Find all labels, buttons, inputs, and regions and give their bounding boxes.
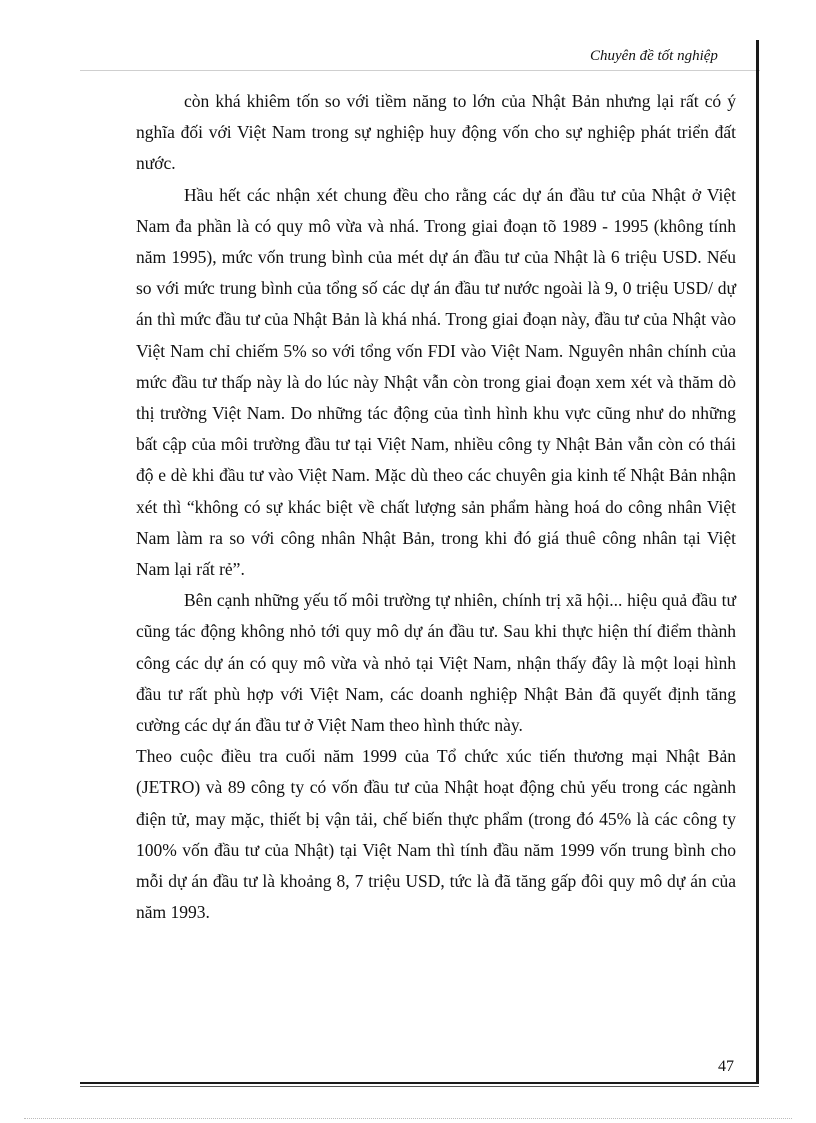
page-border-bottom	[80, 1082, 759, 1084]
paragraph-1: còn khá khiêm tốn so với tiềm năng to lớn của Nhật Bản nhưng lại rất có ý nghĩa đối với Việt Nam trong sự nghiệp huy động vốn cho sự nghiệp phát triển đất nước.	[136, 91, 736, 174]
page-break-dotted-line	[24, 1118, 792, 1119]
paragraph-3: Bên cạnh những yếu tố môi trường tự nhiên, chính trị xã hội... hiệu quả đầu tư cũng tác động không nhỏ tới quy mô dự án đầu tư. Sau khi thực hiện thí điểm thành công các dự án có quy mô vừa và nhỏ tại Việt Nam, nhận thấy đây là một loại hình đầu tư rất phù hợp với Việt Nam, các doanh nghiệp Nhật Bản đã quyết định tăng cường các dự án đầu tư ở Việt Nam theo hình thức này.	[136, 590, 736, 736]
page-border-right	[756, 40, 759, 1084]
page-border-bottom-inner	[80, 1086, 759, 1087]
page-number: 47	[718, 1058, 734, 1075]
paragraph-4: Theo cuộc điều tra cuối năm 1999 của Tổ chức xúc tiến thương mại Nhật Bản (JETRO) và 89 công ty có vốn đầu tư của Nhật hoạt động chủ yếu trong các ngành điện tử, may mặc, thiết bị vận tải, chế biến thực phẩm (trong đó 45% là các công ty 100% vốn đầu tư của Nhật) tại Việt Nam thì tính đầu năm 1999 vốn trung bình cho mỗi dự án đầu tư là khoảng 8, 7 triệu USD, tức là đã tăng gấp đôi quy mô dự án của năm 1993.	[136, 746, 736, 923]
document-body	[136, 86, 736, 928]
paragraph-2: Hầu hết các nhận xét chung đều cho rằng các dự án đầu tư của Nhật ở Việt Nam đa phần là có quy mô vừa và nhá. Trong giai đoạn tõ 1989 - 1995 (không tính năm 1995), mức vốn trung bình của mét dự án đầu tư của Nhật là 6 triệu USD. Nếu so với mức trung bình của tổng số các dự án đầu tư nước ngoài là 9, 0 triệu USD/ dự án thì mức đầu tư của Nhật Bản là khá nhá. Trong giai đoạn này, đầu tư của Nhật vào Việt Nam chỉ chiếm 5% so với tổng vốn FDI vào Việt Nam. Nguyên nhân chính của mức đầu tư thấp này là do lúc này Nhật vẫn còn trong giai đoạn xem xét và thăm dò thị trường Việt Nam. Do những tác động của tình hình khu vực cũng như do những bất cập của môi trường đầu tư tại Việt Nam, nhiều công ty Nhật Bản vẫn còn có thái độ e dè khi đầu tư vào Việt Nam. Mặc dù theo các chuyên gia kinh tế Nhật Bản nhận xét thì “không có sự khác biệt về chất lượng sản phẩm hàng hoá do công nhân Việt Nam làm ra so với công nhân Nhật Bản, trong khi đó giá thuê công nhân tại Việt Nam lại rất rẻ”.	[136, 184, 736, 580]
page-header-title: Chuyên đề tốt nghiệp	[590, 48, 718, 64]
header-rule	[80, 70, 760, 71]
